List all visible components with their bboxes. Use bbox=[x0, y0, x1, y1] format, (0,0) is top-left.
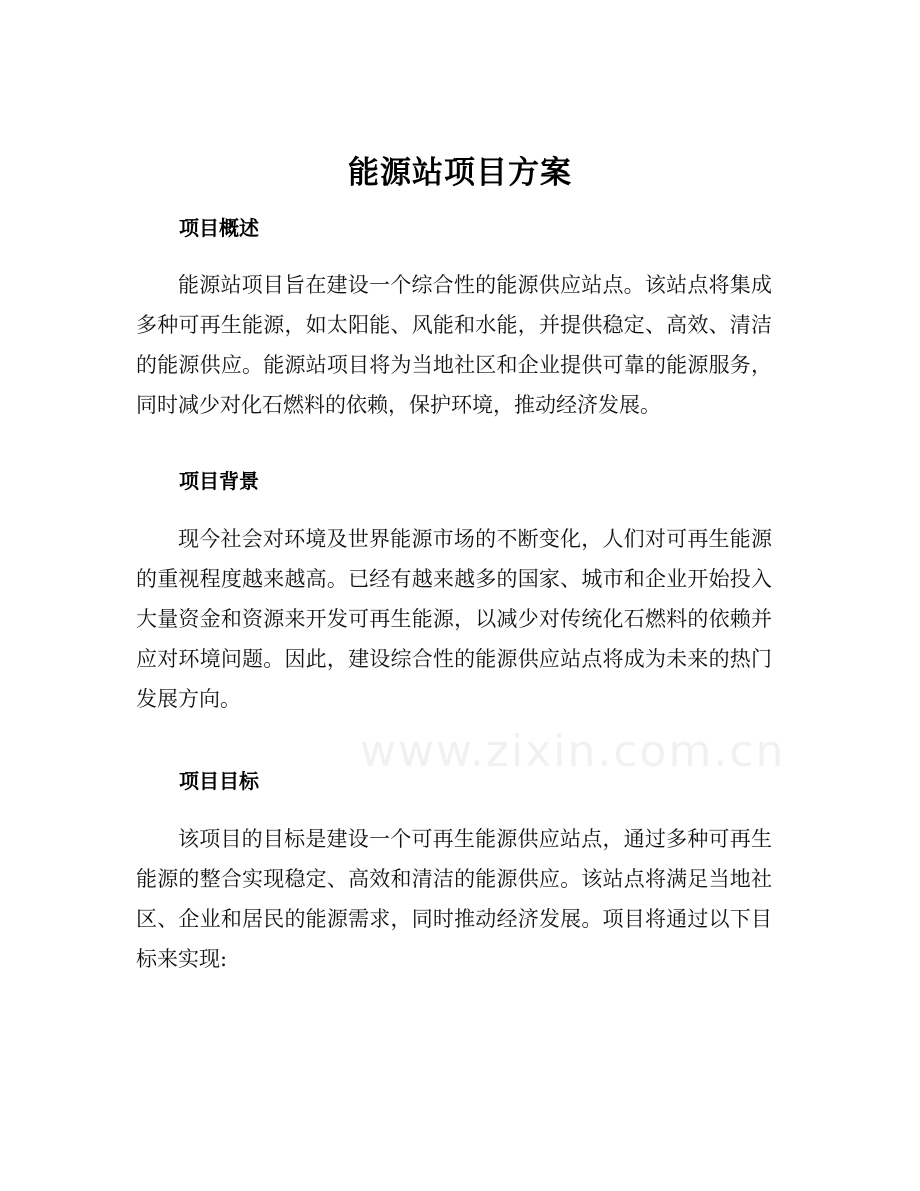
section-body-background: 现今社会对环境及世界能源市场的不断变化，人们对可再生能源的重视程度越来越高。已经有越来越多的国家、城市和企业开始投入大量资金和资源来开发可再生能源，以减少对传统化石燃料的依赖并应对环境问题。因此，建设综合性的能源供应站点将成为未来的热门发展方向。 bbox=[136, 527, 772, 711]
section-heading-goals: 项目目标 bbox=[179, 769, 259, 793]
document-title: 能源站项目方案 bbox=[348, 155, 572, 191]
watermark: www.zixin.com.cn bbox=[360, 726, 786, 777]
section-body-goals: 该项目的目标是建设一个可再生能源供应站点，通过多种可再生能源的整合实现稳定、高效和清洁的能源供应。该站点将满足当地社区、企业和居民的能源需求，同时推动经济发展。项目将通过以下目标来实现: bbox=[136, 827, 772, 971]
section-body-overview: 能源站项目旨在建设一个综合性的能源供应站点。该站点将集成多种可再生能源，如太阳能、风能和水能，并提供稳定、高效、清洁的能源供应。能源站项目将为当地社区和企业提供可靠的能源服务，同时减少对化石燃料的依赖，保护环境，推动经济发展。 bbox=[136, 273, 772, 417]
section-heading-overview: 项目概述 bbox=[179, 216, 259, 240]
section-heading-background: 项目背景 bbox=[179, 469, 259, 493]
